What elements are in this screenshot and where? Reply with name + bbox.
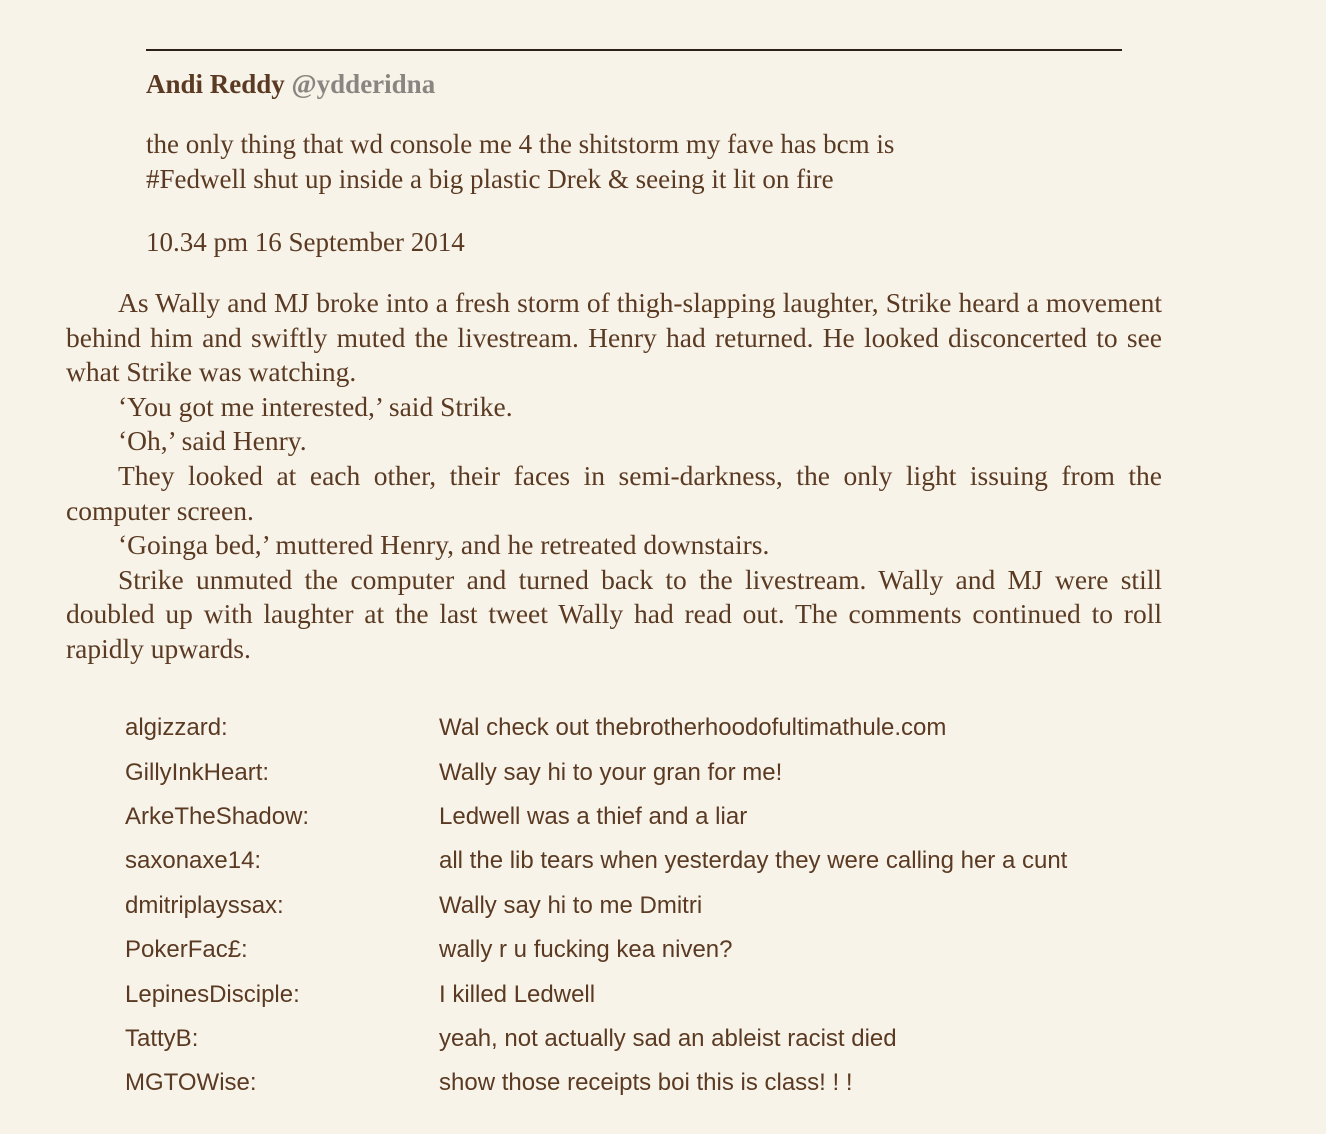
comment-text: wally r u fucking kea niven?: [439, 936, 733, 964]
comment-row: [125, 750, 1175, 794]
comment-row: [125, 928, 1175, 972]
paragraph: ‘Oh,’ said Henry.: [118, 425, 307, 457]
comment-username: algizzard:: [125, 714, 228, 742]
tweet-body-line: the only thing that wd console me 4 the shitstorm my fave has bcm is: [146, 129, 895, 159]
comment-text: show those receipts boi this is class! ! !: [439, 1069, 853, 1097]
comment-text: Ledwell was a thief and a liar: [439, 802, 748, 830]
comment-row: [125, 972, 1175, 1016]
comment-username: saxonaxe14:: [125, 847, 262, 875]
comment-text: Wally say hi to your gran for me!: [439, 758, 783, 786]
comment-row: [125, 1061, 1175, 1105]
paragraph: Strike unmuted the computer and turned back to the livestream. Wally and MJ were still doubled up with laughter at the last tweet Wally had read out. The comments continued to roll rapidly upwards.: [66, 563, 1162, 664]
tweet-body-line: #Fedwell shut up inside a big plastic Drek & seeing it lit on fire: [146, 164, 834, 194]
comment-text: Wal check out thebrotherhoodofultimathule.com: [439, 714, 947, 742]
comment-text: all the lib tears when yesterday they were calling her a cunt: [439, 847, 1068, 875]
tweet-timestamp: 10.34 pm 16 September 2014: [146, 227, 465, 257]
tweet-handle: @ydderidna: [291, 69, 436, 99]
paragraph: As Wally and MJ broke into a fresh storm of thigh-slapping laughter, Strike heard a movement behind him and swiftly muted the livestream. Henry had returned. He looked disconcerted to see what Strike was watching.: [66, 287, 1162, 388]
comment-text: Wally say hi to me Dmitri: [439, 891, 703, 919]
tweet-body: [146, 127, 1122, 197]
prose-section: [66, 286, 1162, 667]
paragraph: They looked at each other, their faces in semi-darkness, the only light issuing from the computer screen.: [66, 459, 1162, 526]
comment-row: [125, 1017, 1175, 1061]
comment-username: TattyB:: [125, 1024, 199, 1052]
comment-row: [125, 884, 1175, 928]
comment-username: dmitriplayssax:: [125, 891, 284, 919]
comment-row: [125, 839, 1175, 883]
comment-username: PokerFac£:: [125, 936, 248, 964]
comment-username: ArkeTheShadow:: [125, 802, 310, 830]
tweet-author: Andi Reddy: [146, 69, 285, 99]
comment-text: yeah, not actually sad an ableist racist died: [439, 1024, 897, 1052]
comment-text: I killed Ledwell: [439, 980, 596, 1008]
comment-username: GillyInkHeart:: [125, 758, 270, 786]
comment-username: LepinesDisciple:: [125, 980, 300, 1008]
comment-row: [125, 706, 1175, 750]
paragraph: ‘You got me interested,’ said Strike.: [118, 390, 513, 422]
tweet-header: [146, 67, 1122, 101]
livestream-comments: [125, 706, 1175, 1106]
embedded-tweet: [146, 49, 1122, 259]
paragraph: ‘Goinga bed,’ muttered Henry, and he retreated downstairs.: [118, 529, 770, 561]
comment-username: MGTOWise:: [125, 1069, 257, 1097]
comment-row: [125, 795, 1175, 839]
